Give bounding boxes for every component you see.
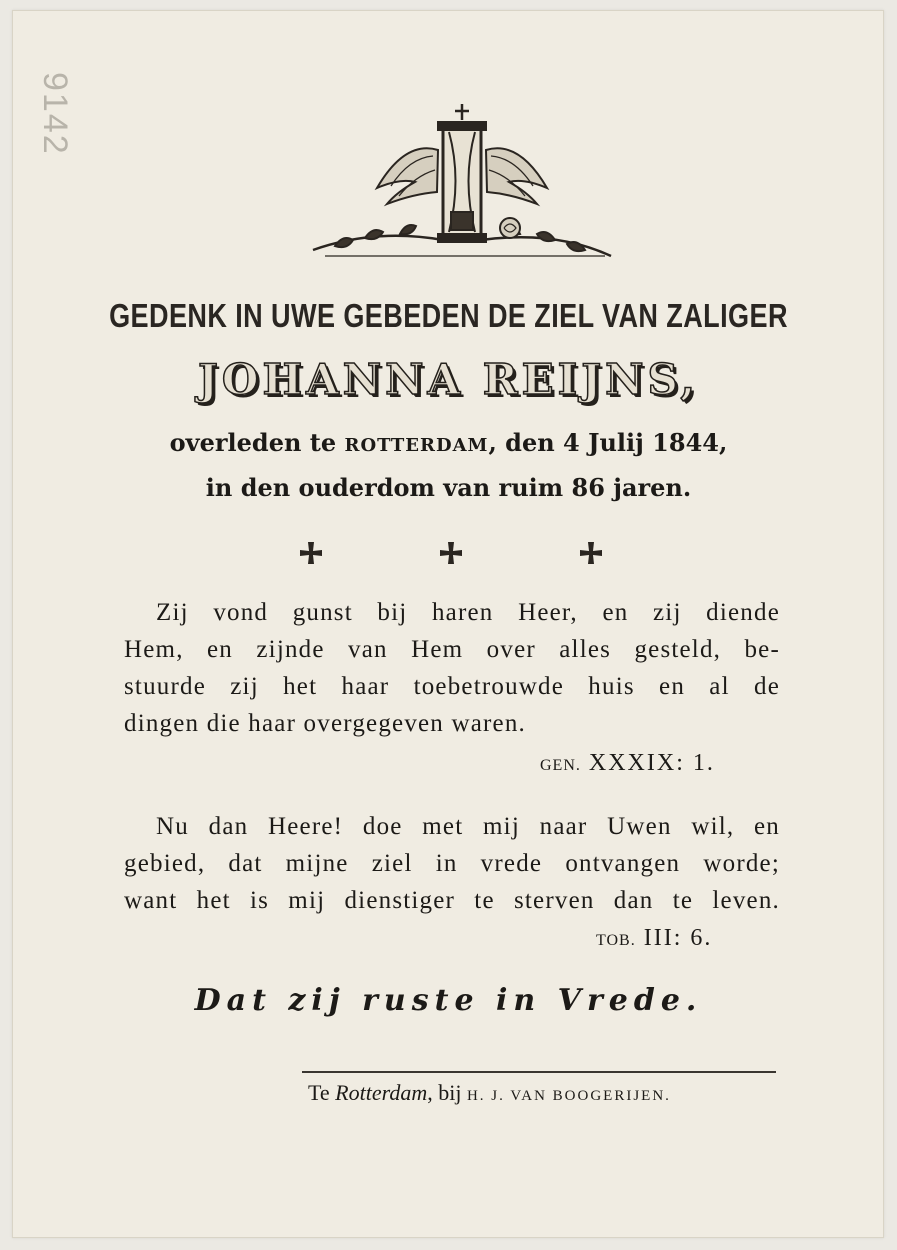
reference-book: GEN. [540,757,581,774]
printer-prefix: Te [308,1080,330,1105]
cross-patee-icon [436,540,466,570]
death-details [0,428,897,457]
hourglass-wings-emblem-icon [305,100,620,265]
closing-prayer: Dat zij ruste in Vrede. [194,983,703,1018]
verse-line: gebied, dat mijne ziel in vrede ontvangen worde; [124,850,780,877]
verse-reference-tobit [596,925,712,952]
verse-tobit [124,808,780,919]
verse-reference-genesis [540,750,715,777]
printer-imprint [308,1080,671,1106]
printer-name: H. J. VAN BOOGERIJEN. [466,1088,671,1104]
death-city: ROTTERDAM [344,435,489,456]
verse-line: dingen die haar overgegeven waren. [124,710,526,737]
cross-patee-icon [296,540,326,570]
cross-patee-icon [576,540,606,570]
reference-book: TOB. [596,932,636,949]
printer-city: Rotterdam [335,1080,428,1105]
death-details-prefix: overleden te [169,428,337,457]
deceased-name: JOHANNA REIJNS, [198,355,699,404]
reference-verse: III: 6. [643,925,713,951]
age-details: in den ouderdom van ruim 86 jaren. [205,473,692,502]
cross-ornaments [0,540,897,570]
verse-line: Hem, en zijnde van Hem over alles gesteld, be- [124,636,780,663]
verse-line: want het is mij dienstiger te sterven dan te leven. [124,887,780,914]
pencil-inventory-mark: 9142 [36,72,74,156]
verse-line: Nu dan Heere! doe met mij naar Uwen wil, en [156,813,780,840]
verse-line: stuurde zij het haar toebetrouwde huis en al de [124,673,780,700]
reference-verse: XXXIX: 1. [588,750,715,776]
death-date: , den 4 Julij 1844, [488,428,728,457]
heading: GEDENK IN UWE GEBEDEN DE ZIEL VAN ZALIGER [109,297,788,334]
divider-rule [302,1071,776,1073]
printer-mid: , bij [427,1080,462,1105]
verse-genesis [124,594,780,742]
verse-line: Zij vond gunst bij haren Heer, en zij diende [156,599,780,626]
